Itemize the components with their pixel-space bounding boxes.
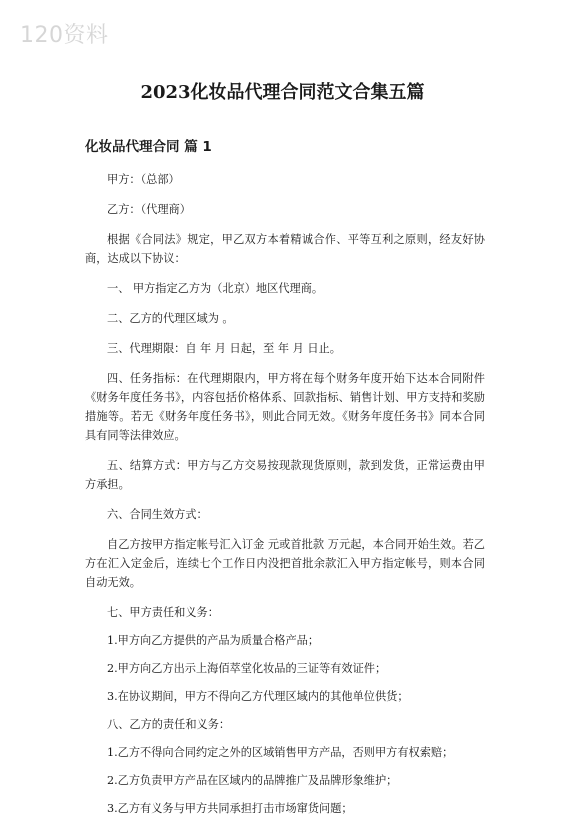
party-a: 甲方：（总部）	[107, 173, 180, 186]
clause-8-heading: 八、乙方的责任和义务：	[107, 718, 231, 731]
clause-4: 四、任务指标：在代理期限内，甲方将在每个财务年度开始下达本合同附件《财务年度任务书》，内容包括价格体系、回款指标、销售计划、甲方支持和奖励措施等。若无《财务年度任务书》，则此合同无效。《财务年度任务书》同本合同具有同等法律效应。	[85, 372, 485, 442]
clause-8-item: 2.乙方负责甲方产品在区域内的品牌推广及品牌形象维护；	[107, 774, 398, 787]
clause-7-item: 3.在协议期间，甲方不得向乙方代理区域内的其他单位供货；	[107, 690, 409, 703]
clause-7-item: 2.甲方向乙方出示上海佰萃堂化妆品的三证等有效证件；	[107, 662, 387, 675]
clause-7-heading: 七、甲方责任和义务：	[107, 606, 219, 619]
clause-2: 二、乙方的代理区域为 。	[107, 312, 234, 325]
clause-8-item: 1.乙方不得向合同约定之外的区域销售甲方产品，否则甲方有权索赔；	[107, 746, 454, 759]
clause-3: 三、代理期限：自 年 月 日起，至 年 月 日止。	[107, 342, 341, 355]
watermark: 120资料	[20, 23, 109, 48]
clause-1: 一、 甲方指定乙方为（北京）地区代理商。	[107, 282, 324, 295]
preamble: 根据《合同法》规定，甲乙双方本着精诚合作、平等互利之原则，经友好协商，达成以下协议：	[85, 233, 485, 265]
document-title: 2023化妆品代理合同范文合集五篇	[140, 82, 425, 103]
clause-8-item: 3.乙方有义务与甲方共同承担打击市场窜货问题；	[107, 802, 353, 815]
clause-6-heading: 六、合同生效方式：	[107, 508, 208, 521]
clause-6-body: 自乙方按甲方指定帐号汇入订金 元或首批款 万元起，本合同开始生效。若乙方在汇入定金后，连续七个工作日内没把首批余款汇入甲方指定帐号，则本合同自动无效。	[85, 538, 485, 589]
party-b: 乙方：（代理商）	[107, 203, 191, 216]
clause-7-item: 1.甲方向乙方提供的产品为质量合格产品；	[107, 634, 320, 647]
section-title: 化妆品代理合同 篇 1	[85, 139, 212, 155]
document-body	[85, 170, 485, 827]
clause-5: 五、结算方式：甲方与乙方交易按现款现货原则，款到发货，正常运费由甲方承担。	[85, 459, 485, 491]
